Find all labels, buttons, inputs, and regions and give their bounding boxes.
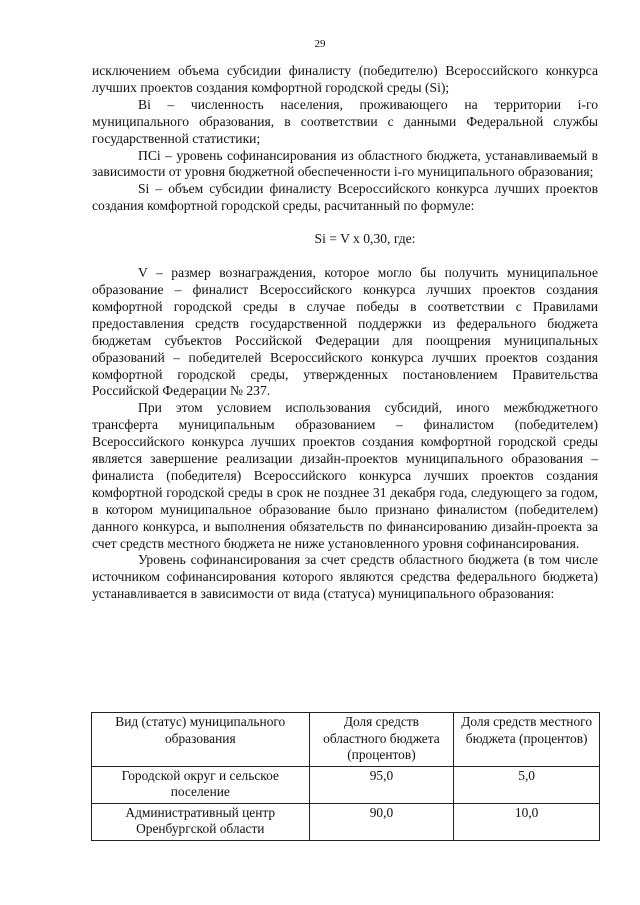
table-header-row <box>92 713 600 767</box>
table-cell: 95,0 <box>309 766 454 803</box>
table-header-cell: Доля средств областного бюджета (процентов) <box>309 713 454 767</box>
paragraph: Уровень софинансирования за счет средств областного бюджета (в том числе источником софинансирования которого являются средства федерального бюджета) устанавливается в зависимости от вида (статуса) муниципального образования: <box>92 552 598 602</box>
table-cell: Городской округ и сельское поселение <box>92 766 310 803</box>
page-number: 29 <box>314 38 326 50</box>
paragraph: Si – объем субсидии финалисту Всероссийского конкурса лучших проектов создания комфортной городской среды, расчитанный по формуле: <box>92 181 598 214</box>
table-cell: 5,0 <box>454 766 600 803</box>
table-row <box>92 766 600 803</box>
paragraph: V – размер вознаграждения, которое могло бы получить муниципальное образование – финалист Всероссийского конкурса лучших проектов создания комфортной городской среды в случае победы в соответствии с Правилами предоставления средств государственной поддержки из федерального бюджета бюджетам субъектов Российской Федерации для поощрения муниципальных образований – победителей Всероссийского конкурса лучших проектов создания комфортной городской среды, утвержденных постановлением Правительства Российской Федерации № 237. <box>92 265 598 399</box>
table-header-cell: Вид (статус) муниципального образования <box>92 713 310 767</box>
table-cell: 10,0 <box>454 803 600 840</box>
table-header-cell: Доля средств местного бюджета (процентов) <box>454 713 600 767</box>
paragraph: исключением объема субсидии финалисту (победителю) Всероссийского конкурса лучших проектов создания комфортной городской среды (Si); <box>92 63 598 95</box>
table-cell: Административный центр Оренбургской области <box>92 803 310 840</box>
cofinancing-table <box>91 712 600 841</box>
table-row <box>92 803 600 840</box>
paragraph: ПCi – уровень софинансирования из областного бюджета, устанавливаемый в зависимости от уровня бюджетной обеспеченности i-го муниципального образования; <box>92 147 598 180</box>
paragraph: Bi – численность населения, проживающего на территории i-го муниципального образования, в соответствии с данными Федеральной службы государственной статистики; <box>92 96 598 146</box>
formula: Si = V x 0,30, где: <box>314 231 416 247</box>
table-cell: 90,0 <box>309 803 454 840</box>
paragraph: При этом условием использования субсидий, иного межбюджетного трансферта муниципальным образованием – финалистом (победителем) Всероссийского конкурса лучших проектов создания комфортной городской среды является завершение реализации дизайн-проектов муниципального образования – финалиста (победителя) Всероссийского конкурса лучших проектов создания комфортной городской среды в срок не позднее 31 декабря года, следующего за годом, в котором муниципальное образование было признано финалистом (победителем) данного конкурса, и выполнения обязательств по финансированию дизайн-проекта за счет средств местного бюджета не ниже установленного уровня софинансирования. <box>92 400 598 551</box>
document-body <box>92 63 598 603</box>
